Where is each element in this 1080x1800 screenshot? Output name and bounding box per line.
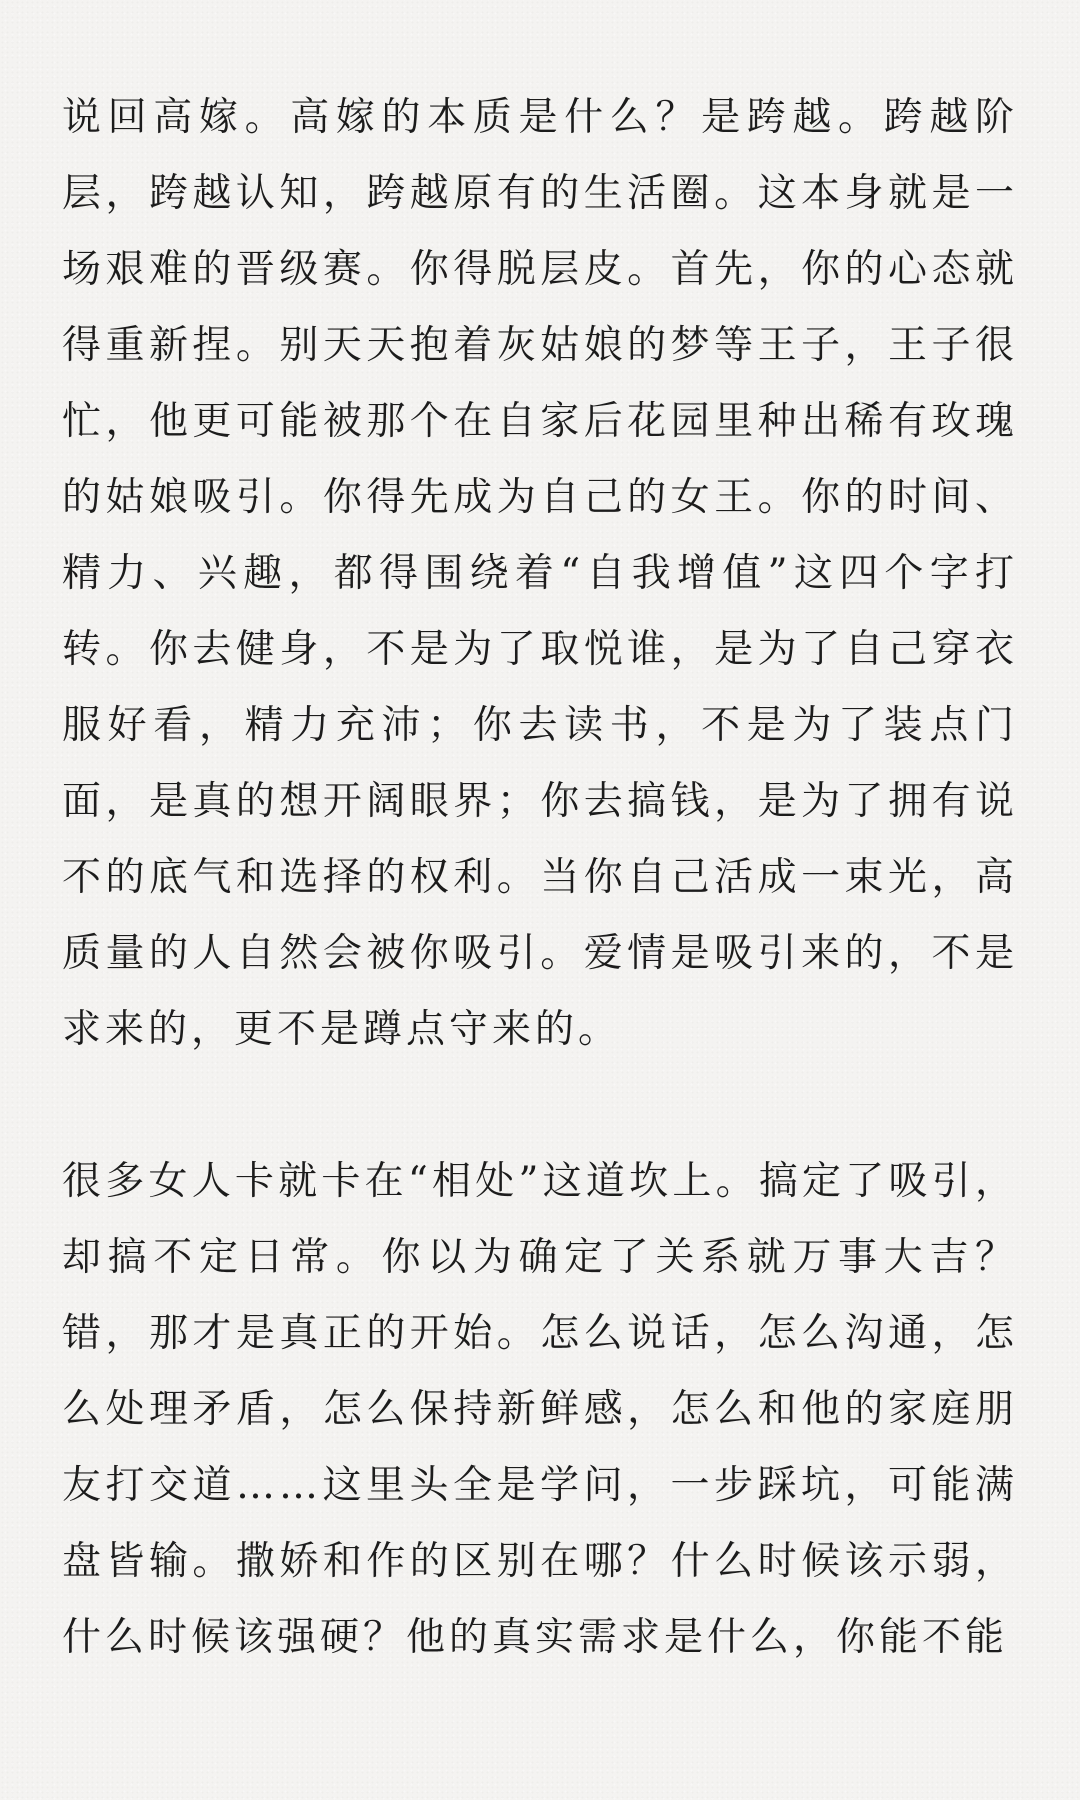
paragraph-1: 说回高嫁。高嫁的本质是什么？是跨越。跨越阶层，跨越认知，跨越原有的生活圈。这本身就是一场艰难的晋级赛。你得脱层皮。首先，你的心态就得重新捏。别天天抱着灰姑娘的梦等王子，王子很忙，他更可能被那个在自家后花园里种出稀有玫瑰的姑娘吸引。你得先成为自己的女王。你的时间、精力、兴趣，都得围绕着“自我增值”这四个字打转。你去健身，不是为了取悦谁，是为了自己穿衣服好看，精力充沛；你去读书，不是为了装点门面，是真的想开阔眼界；你去搞钱，是为了拥有说不的底气和选择的权利。当你自己活成一束光，高质量的人自然会被你吸引。爱情是吸引来的，不是求来的，更不是蹲点守来的。 xyxy=(62,95,1018,1052)
paragraph-2: 很多女人卡就卡在“相处”这道坎上。搞定了吸引，却搞不定日常。你以为确定了关系就万事大吉？错，那才是真正的开始。怎么说话，怎么沟通，怎么处理矛盾，怎么保持新鲜感，怎么和他的家庭朋友打交道……这里头全是学问，一步踩坑，可能满盘皆输。撒娇和作的区别在哪？什么时候该示弱，什么时候该强硬？他的真实需求是什么，你能不能 xyxy=(62,1159,1018,1660)
